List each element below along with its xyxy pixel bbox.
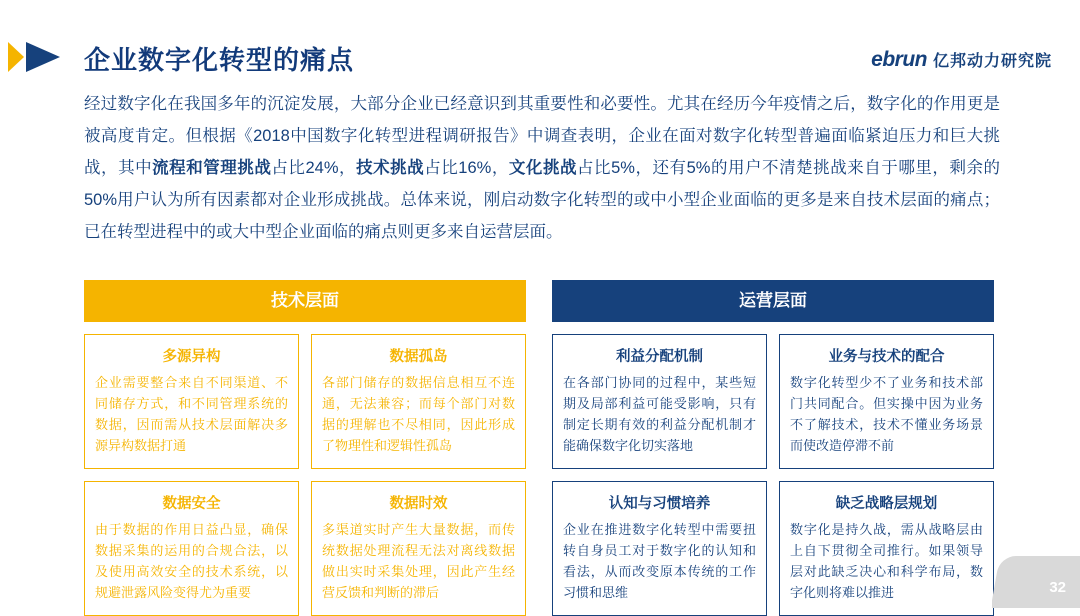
brand-logo-cn: 亿邦动力研究院 — [932, 53, 1052, 70]
card-body: 多渠道实时产生大量数据，而传统数据处理流程无法对离线数据做出实时采集处理，因此产生经营反馈和判断的滞后 — [322, 522, 515, 600]
page-number-badge — [992, 550, 1080, 608]
lead-paragraph — [84, 88, 1000, 248]
card-data-island — [311, 334, 526, 469]
lead-bold-culture: 文化挑战 — [508, 159, 578, 177]
card-title: 数据安全 — [162, 496, 221, 512]
lead-text-part1: 经过数字化在我国多年的沉淀发展，大部分企业已经意识到其重要性和必要性。尤其在经历今年疫情之后，数字化的作用更是被高度肯定。但根据《2018中国数字化转型进程调研报告》中调查表明，企业在面对数字化转型普遍面临紧迫压力和巨大挑战，其中 — [84, 95, 1000, 177]
card-title: 缺乏战略层规划 — [835, 496, 938, 512]
card-multi-source — [84, 334, 299, 469]
card-title: 认知与习惯培养 — [608, 496, 711, 512]
lead-bold-process-management: 流程和管理挑战 — [152, 159, 272, 177]
brand-logo — [871, 48, 1052, 72]
card-business-tech-fit — [779, 334, 994, 469]
column-technology — [84, 280, 526, 616]
card-title: 利益分配机制 — [616, 349, 703, 365]
brand-logo-en: ebrun — [871, 48, 927, 71]
page-number: 32 — [1049, 579, 1066, 596]
card-body: 各部门储存的数据信息相互不连通，无法兼容；而每个部门对数据的理解也不尽相同，因此形成了物理性和逻辑性孤岛 — [322, 375, 515, 453]
card-data-security — [84, 481, 299, 616]
card-strategy-planning — [779, 481, 994, 616]
card-body: 数字化转型少不了业务和技术部门共同配合。但实操中因为业务不了解技术，技术不懂业务场景而使改造停滞不前 — [790, 375, 983, 453]
card-body: 在各部门协同的过程中，某些短期及局部利益可能受影响，只有制定长期有效的利益分配机制才能确保数字化切实落地 — [563, 375, 756, 453]
card-body: 数字化是持久战，需从战略层由上自下贯彻全司推行。如果领导层对此缺乏决心和科学布局，数字化则将难以推进 — [790, 522, 983, 600]
arrow-logo-icon — [8, 40, 64, 74]
column-operations-grid — [552, 334, 994, 616]
lead-bold-technology: 技术挑战 — [356, 159, 425, 177]
column-technology-heading: 技术层面 — [84, 280, 526, 322]
card-body: 企业需要整合来自不同渠道、不同储存方式，和不同管理系统的数据，因而需从技术层面解决多源异构数据打通 — [95, 375, 288, 453]
card-title: 数据时效 — [389, 496, 448, 512]
page-title: 企业数字化转型的痛点 — [84, 45, 355, 75]
lead-text-part3: 占比16%， — [424, 159, 509, 177]
card-title: 业务与技术的配合 — [828, 349, 945, 365]
lead-text-part4: 占比5%，还有5%的用户不清楚挑战来自于哪里，剩余的50%用户认为所有因素都对企业形成挑战。总体来说，刚启动数字化转型的或中小型企业面临的更多是来自技术层面的痛点；已在转型进程中的或大中型企业面临的痛点则更多来自运营层面。 — [84, 159, 1001, 241]
card-benefit-allocation — [552, 334, 767, 469]
page-number-shape — [992, 556, 1080, 608]
card-title: 多源异构 — [162, 349, 221, 365]
lead-text-part2: 占比24%， — [271, 159, 357, 177]
slide-header — [0, 22, 1080, 78]
card-body: 企业在推进数字化转型中需要扭转自身员工对于数字化的认知和看法，从而改变原本传统的工作习惯和思维 — [563, 522, 756, 600]
column-operations-heading: 运营层面 — [552, 280, 994, 322]
column-technology-grid — [84, 334, 526, 616]
card-body: 由于数据的作用日益凸显，确保数据采集的运用的合规合法，以及使用高效安全的技术系统，以规避泄露风险变得尤为重要 — [95, 522, 288, 600]
card-title: 数据孤岛 — [389, 349, 448, 365]
card-awareness-habit — [552, 481, 767, 616]
card-data-timeliness — [311, 481, 526, 616]
column-operations — [552, 280, 994, 616]
